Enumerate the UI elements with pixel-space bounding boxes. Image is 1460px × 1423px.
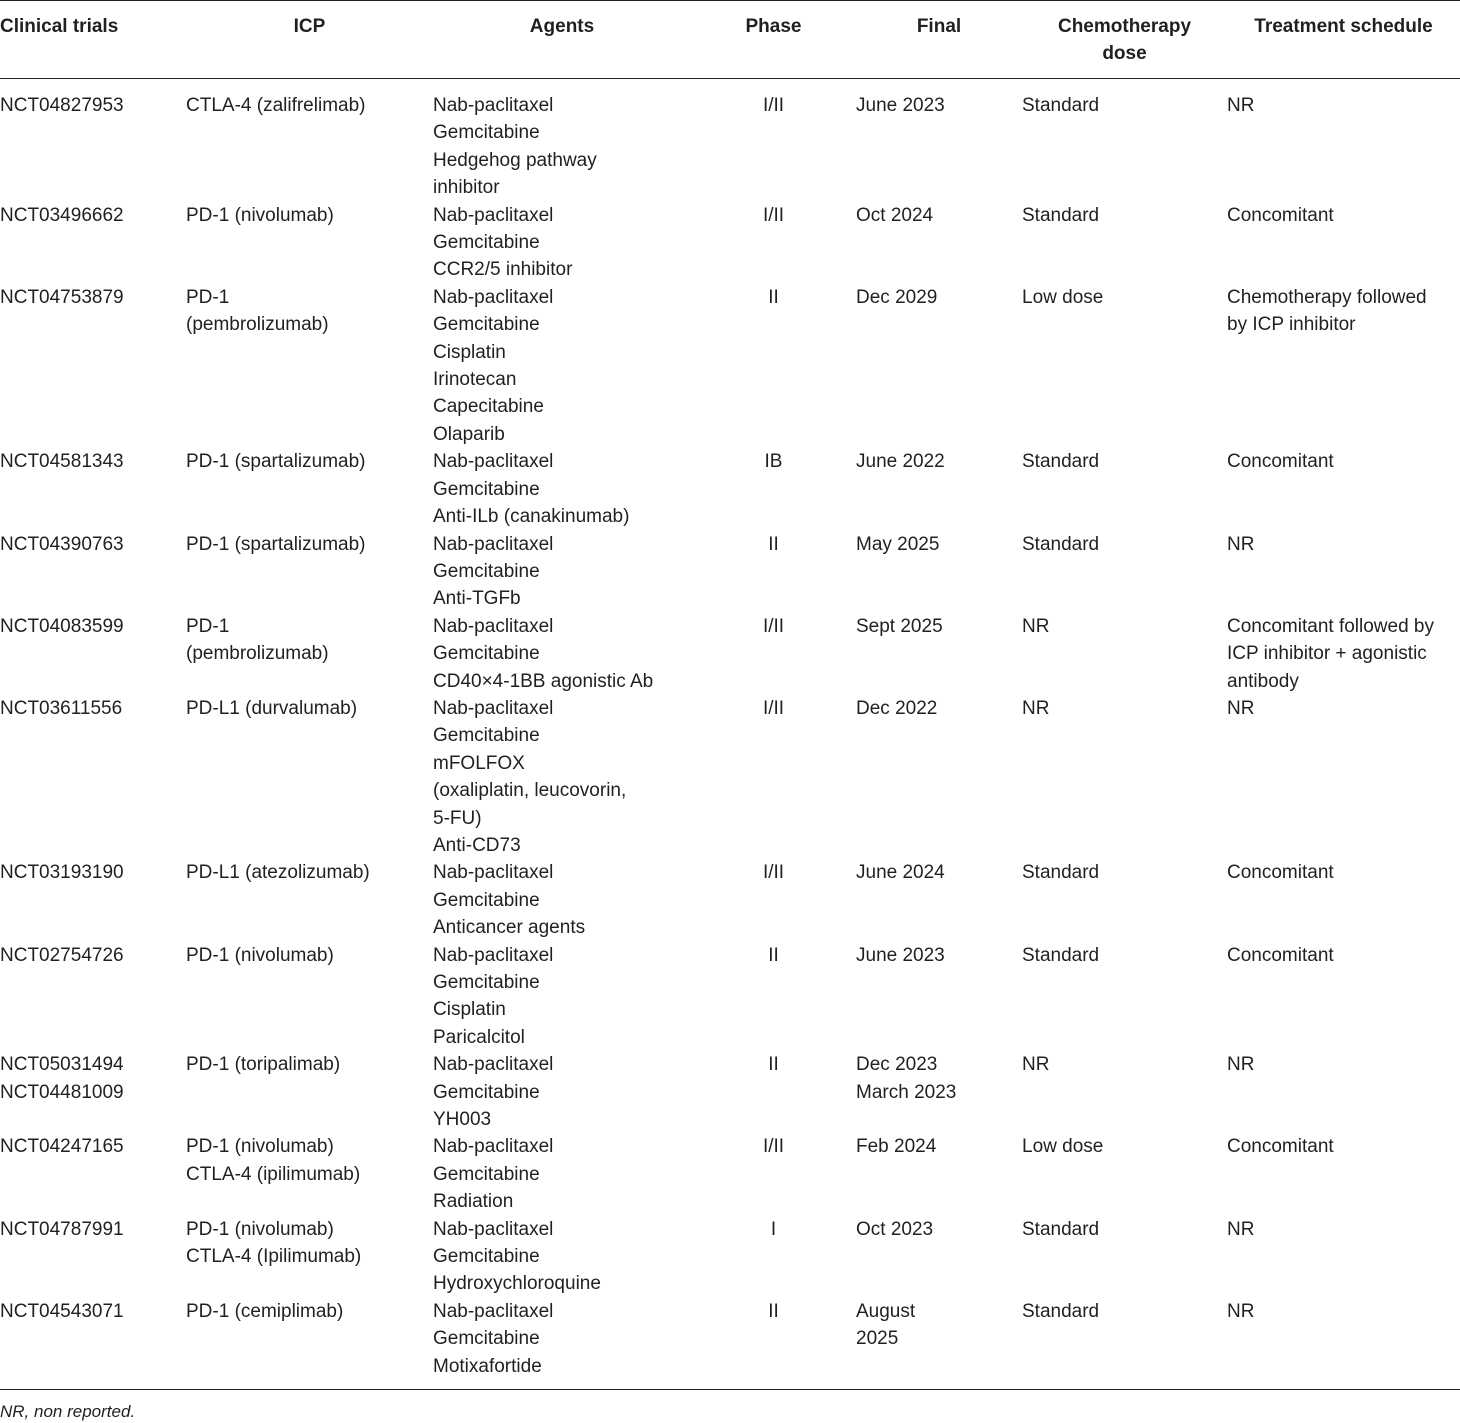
agents-cell (433, 202, 691, 284)
icp-cell-line: PD-1 (cemiplimab) (186, 1300, 344, 1322)
icp-cell (186, 202, 433, 284)
icp-cell (186, 284, 433, 448)
schedule-cell (1227, 859, 1460, 941)
icp-cell-line: CTLA-4 (ipilimumab) (186, 1163, 361, 1185)
table-row (0, 859, 1460, 941)
phase-cell-line: IB (764, 451, 783, 473)
header-dose-line: dose (1102, 43, 1147, 64)
dose-cell-line: Standard (1022, 533, 1100, 555)
icp-cell-line: (pembrolizumab) (186, 643, 329, 665)
trial-id-cell-line: NCT04827953 (0, 95, 124, 116)
agents-cell-line: Gemcitabine (433, 725, 540, 747)
trial-id-cell-line: NCT04753879 (0, 286, 124, 308)
icp-cell (186, 1051, 433, 1133)
dose-cell (1022, 942, 1227, 1052)
dose-cell-line: Low dose (1022, 1136, 1104, 1158)
final-cell-line: June 2023 (856, 95, 945, 116)
agents-cell-line: Gemcitabine (433, 232, 540, 254)
trial-id-cell (0, 284, 186, 448)
trial-id-cell (0, 1051, 186, 1133)
schedule-cell (1227, 1051, 1460, 1133)
agents-cell-line: Nab-paclitaxel (433, 1218, 554, 1240)
agents-cell-line: Gemcitabine (433, 1081, 540, 1103)
header-row (0, 1, 1460, 79)
icp-cell (186, 859, 433, 941)
final-cell (856, 695, 1022, 859)
icp-cell-line: PD-1 (nivolumab) (186, 1218, 334, 1240)
header-icp: ICP (293, 16, 326, 37)
table-row (0, 613, 1460, 695)
final-cell (856, 1051, 1022, 1133)
icp-cell (186, 695, 433, 859)
final-cell-line: August (856, 1300, 916, 1322)
final-cell (856, 531, 1022, 613)
agents-cell-line: Nab-paclitaxel (433, 533, 554, 555)
agents-cell (433, 448, 691, 530)
agents-cell-line: Anti-ILb (canakinumab) (433, 506, 630, 528)
agents-cell (433, 1133, 691, 1215)
final-cell-line: Dec 2023 (856, 1054, 938, 1076)
table-row (0, 284, 1460, 448)
agents-cell (433, 613, 691, 695)
schedule-cell (1227, 695, 1460, 859)
agents-cell-line: Cisplatin (433, 341, 506, 363)
agents-cell-line: Gemcitabine (433, 972, 540, 993)
table-header (0, 1, 1460, 79)
agents-cell-line: Anti-CD73 (433, 834, 521, 856)
phase-cell (691, 1051, 856, 1133)
table-row (0, 531, 1460, 613)
agents-cell-line: mFOLFOX (433, 752, 525, 774)
schedule-cell (1227, 1298, 1460, 1390)
table-row (0, 202, 1460, 284)
agents-cell (433, 79, 691, 202)
phase-cell-line: I/II (762, 95, 785, 116)
dose-cell (1022, 859, 1227, 941)
final-cell (856, 1216, 1022, 1298)
final-cell-line: Oct 2023 (856, 1218, 934, 1240)
agents-cell-line: 5-FU) (433, 807, 482, 829)
phase-cell (691, 613, 856, 695)
final-cell-line: Oct 2024 (856, 204, 934, 226)
trial-id-cell-line: NCT03611556 (0, 697, 123, 719)
icp-cell-line: PD-L1 (durvalumab) (186, 697, 358, 719)
agents-cell-line: inhibitor (433, 177, 500, 199)
final-cell (856, 1298, 1022, 1390)
agents-cell-line: Gemcitabine (433, 122, 540, 144)
icp-cell (186, 942, 433, 1052)
trial-id-cell (0, 695, 186, 859)
agents-cell-line: Anticancer agents (433, 917, 586, 939)
agents-cell-line: CCR2/5 inhibitor (433, 259, 573, 281)
table-row (0, 942, 1460, 1052)
agents-cell (433, 1051, 691, 1133)
agents-cell (433, 284, 691, 448)
agents-cell (433, 695, 691, 859)
schedule-cell-line: Concomitant (1227, 204, 1334, 226)
final-cell (856, 79, 1022, 202)
trial-id-cell (0, 1298, 186, 1390)
icp-cell-line: PD-1 (nivolumab) (186, 1136, 334, 1158)
phase-cell-line: I/II (762, 204, 785, 226)
dose-cell (1022, 1298, 1227, 1390)
dose-cell (1022, 695, 1227, 859)
trial-id-cell (0, 613, 186, 695)
schedule-cell-line: Concomitant (1227, 944, 1334, 966)
schedule-cell (1227, 1216, 1460, 1298)
dose-cell (1022, 613, 1227, 695)
phase-cell (691, 448, 856, 530)
phase-cell-line: II (768, 533, 779, 555)
table-footnote: NR, non reported. (0, 1402, 136, 1421)
icp-cell-line: CTLA-4 (zalifrelimab) (186, 95, 366, 116)
icp-cell (186, 1216, 433, 1298)
phase-cell-line: I/II (762, 862, 785, 884)
phase-cell (691, 79, 856, 202)
final-cell-line: Sept 2025 (856, 615, 943, 637)
agents-cell-line: YH003 (433, 1109, 492, 1131)
phase-cell (691, 202, 856, 284)
icp-cell (186, 531, 433, 613)
agents-cell (433, 942, 691, 1052)
icp-cell (186, 79, 433, 202)
icp-cell (186, 448, 433, 530)
agents-cell-line: Nab-paclitaxel (433, 697, 554, 719)
phase-cell-line: II (768, 286, 779, 308)
icp-cell-line: (pembrolizumab) (186, 314, 329, 336)
dose-cell-line: Standard (1022, 95, 1100, 116)
dose-cell (1022, 284, 1227, 448)
dose-cell (1022, 1051, 1227, 1133)
final-cell (856, 1133, 1022, 1215)
schedule-cell (1227, 202, 1460, 284)
dose-cell-line: Low dose (1022, 286, 1104, 308)
table-row (0, 448, 1460, 530)
trial-id-cell (0, 942, 186, 1052)
final-cell-line: March 2023 (856, 1081, 957, 1103)
schedule-cell-line: NR (1227, 533, 1255, 555)
trial-id-cell-line: NCT03496662 (0, 204, 124, 226)
agents-cell-line: Olaparib (433, 423, 505, 445)
phase-cell-line: II (768, 1300, 779, 1322)
final-cell-line: 2025 (856, 1328, 899, 1350)
schedule-cell (1227, 284, 1460, 448)
trial-id-cell-line: NCT04581343 (0, 451, 124, 473)
schedule-cell (1227, 79, 1460, 202)
icp-cell-line: PD-1 (toripalimab) (186, 1054, 341, 1076)
final-cell-line: June 2024 (856, 862, 945, 884)
trial-id-cell-line: NCT04390763 (0, 533, 124, 555)
dose-cell-line: NR (1022, 697, 1050, 719)
agents-cell-line: Hydroxychloroquine (433, 1273, 601, 1295)
agents-cell-line: Gemcitabine (433, 314, 540, 336)
header-dose-line: Chemotherapy (1057, 16, 1192, 37)
trial-id-cell (0, 79, 186, 202)
agents-cell-line: Anti-TGFb (433, 588, 521, 610)
dose-cell-line: Standard (1022, 204, 1100, 226)
trial-id-cell-line: NCT02754726 (0, 944, 124, 966)
trial-id-cell (0, 531, 186, 613)
icp-cell-line: PD-1 (186, 615, 230, 637)
icp-cell-line: PD-1 (spartalizumab) (186, 451, 366, 473)
trial-id-cell-line: NCT04247165 (0, 1136, 124, 1158)
phase-cell-line: I/II (762, 615, 785, 637)
table-body (0, 79, 1460, 1390)
agents-cell-line: Motixafortide (433, 1355, 542, 1377)
header-chemotherapy-dose (1022, 1, 1227, 79)
trial-id-cell (0, 1133, 186, 1215)
agents-cell-line: Radiation (433, 1191, 514, 1213)
schedule-cell-line: Concomitant (1227, 862, 1334, 884)
agents-cell-line: Nab-paclitaxel (433, 204, 554, 226)
icp-cell-line: PD-1 (nivolumab) (186, 944, 334, 966)
final-cell (856, 448, 1022, 530)
icp-cell-line: PD-1 (186, 286, 230, 308)
agents-cell-line: Gemcitabine (433, 643, 540, 665)
trial-id-cell (0, 1216, 186, 1298)
dose-cell-line: Standard (1022, 1300, 1100, 1322)
agents-cell-line: Nab-paclitaxel (433, 1300, 554, 1322)
dose-cell (1022, 202, 1227, 284)
agents-cell-line: Nab-paclitaxel (433, 615, 554, 637)
final-cell (856, 613, 1022, 695)
agents-cell-line: Cisplatin (433, 999, 506, 1021)
final-cell-line: June 2023 (856, 944, 945, 966)
agents-cell (433, 1216, 691, 1298)
schedule-cell-line: Concomitant (1227, 1136, 1334, 1158)
phase-cell (691, 859, 856, 941)
header-final: Final (916, 16, 962, 37)
schedule-cell (1227, 531, 1460, 613)
final-cell-line: Dec 2029 (856, 286, 938, 308)
header-phase: Phase (745, 16, 802, 37)
phase-cell (691, 695, 856, 859)
agents-cell (433, 859, 691, 941)
header-clinical-trials: Clinical trials (0, 16, 119, 37)
trial-id-cell-line: NCT04481009 (0, 1081, 124, 1103)
header-agents: Agents (529, 16, 595, 37)
agents-cell-line: Nab-paclitaxel (433, 862, 554, 884)
agents-cell-line: Gemcitabine (433, 1163, 540, 1185)
schedule-cell (1227, 448, 1460, 530)
icp-cell-line: PD-1 (spartalizumab) (186, 533, 366, 555)
agents-cell-line: Irinotecan (433, 369, 517, 391)
final-cell (856, 859, 1022, 941)
final-cell (856, 202, 1022, 284)
table-row (0, 695, 1460, 859)
final-cell-line: June 2022 (856, 451, 945, 473)
agents-cell-line: Gemcitabine (433, 889, 540, 911)
final-cell (856, 284, 1022, 448)
schedule-cell (1227, 613, 1460, 695)
phase-cell (691, 284, 856, 448)
agents-cell-line: Nab-paclitaxel (433, 451, 554, 473)
schedule-cell-line: by ICP inhibitor (1227, 314, 1356, 336)
table-row (0, 79, 1460, 202)
schedule-cell-line: NR (1227, 697, 1255, 719)
agents-cell-line: Gemcitabine (433, 478, 540, 500)
schedule-cell-line: Concomitant (1227, 451, 1334, 473)
agents-cell (433, 531, 691, 613)
schedule-cell (1227, 1133, 1460, 1215)
trial-id-cell-line: NCT04083599 (0, 615, 124, 637)
phase-cell-line: I/II (762, 1136, 785, 1158)
phase-cell (691, 1216, 856, 1298)
trial-id-cell (0, 859, 186, 941)
dose-cell (1022, 1133, 1227, 1215)
dose-cell-line: Standard (1022, 862, 1100, 884)
icp-cell-line: PD-1 (nivolumab) (186, 204, 334, 226)
agents-cell-line: Nab-paclitaxel (433, 944, 554, 966)
dose-cell (1022, 1216, 1227, 1298)
agents-cell-line: (oxaliplatin, leucovorin, (433, 780, 627, 802)
dose-cell-line: NR (1022, 1054, 1050, 1076)
agents-cell-line: CD40×4-1BB agonistic Ab (433, 670, 654, 692)
dose-cell (1022, 79, 1227, 202)
schedule-cell-line: Concomitant followed by (1227, 615, 1434, 637)
schedule-cell-line: NR (1227, 1300, 1255, 1322)
trial-id-cell (0, 448, 186, 530)
table-row (0, 1133, 1460, 1215)
agents-cell-line: Gemcitabine (433, 1246, 540, 1268)
agents-cell-line: Nab-paclitaxel (433, 1054, 554, 1076)
agents-cell (433, 1298, 691, 1390)
dose-cell-line: Standard (1022, 1218, 1100, 1240)
schedule-cell-line: NR (1227, 95, 1255, 116)
agents-cell-line: Hedgehog pathway (433, 149, 597, 171)
dose-cell (1022, 448, 1227, 530)
icp-cell (186, 1298, 433, 1390)
final-cell-line: May 2025 (856, 533, 940, 555)
icp-cell-line: CTLA-4 (Ipilimumab) (186, 1246, 362, 1268)
schedule-cell (1227, 942, 1460, 1052)
phase-cell (691, 1298, 856, 1390)
phase-cell (691, 942, 856, 1052)
schedule-cell-line: ICP inhibitor + agonistic (1227, 643, 1427, 665)
agents-cell-line: Nab-paclitaxel (433, 95, 554, 116)
agents-cell-line: Gemcitabine (433, 1328, 540, 1350)
icp-cell (186, 613, 433, 695)
dose-cell-line: Standard (1022, 451, 1100, 473)
table-row (0, 1298, 1460, 1390)
phase-cell-line: II (768, 1054, 779, 1076)
final-cell-line: Dec 2022 (856, 697, 938, 719)
phase-cell-line: II (768, 944, 779, 966)
agents-cell-line: Gemcitabine (433, 560, 540, 582)
dose-cell (1022, 531, 1227, 613)
trial-id-cell-line: NCT04543071 (0, 1300, 124, 1322)
phase-cell (691, 531, 856, 613)
header-treatment-schedule: Treatment schedule (1254, 16, 1433, 37)
final-cell (856, 942, 1022, 1052)
icp-cell-line: PD-L1 (atezolizumab) (186, 862, 370, 884)
schedule-cell-line: antibody (1227, 670, 1299, 692)
phase-cell-line: I/II (762, 697, 785, 719)
trial-id-cell-line: NCT04787991 (0, 1218, 124, 1240)
agents-cell-line: Paricalcitol (433, 1026, 525, 1048)
trial-id-cell-line: NCT05031494 (0, 1054, 124, 1076)
table-row (0, 1216, 1460, 1298)
trial-id-cell-line: NCT03193190 (0, 862, 124, 884)
final-cell-line: Feb 2024 (856, 1136, 937, 1158)
icp-cell (186, 1133, 433, 1215)
agents-cell-line: Nab-paclitaxel (433, 1136, 554, 1158)
agents-cell-line: Capecitabine (433, 396, 544, 418)
dose-cell-line: Standard (1022, 944, 1100, 966)
table-row (0, 1051, 1460, 1133)
schedule-cell-line: NR (1227, 1218, 1255, 1240)
phase-cell-line: I (770, 1218, 777, 1240)
dose-cell-line: NR (1022, 615, 1050, 637)
schedule-cell-line: Chemotherapy followed (1227, 286, 1427, 308)
schedule-cell-line: NR (1227, 1054, 1255, 1076)
agents-cell-line: Nab-paclitaxel (433, 286, 554, 308)
trial-id-cell (0, 202, 186, 284)
phase-cell (691, 1133, 856, 1215)
